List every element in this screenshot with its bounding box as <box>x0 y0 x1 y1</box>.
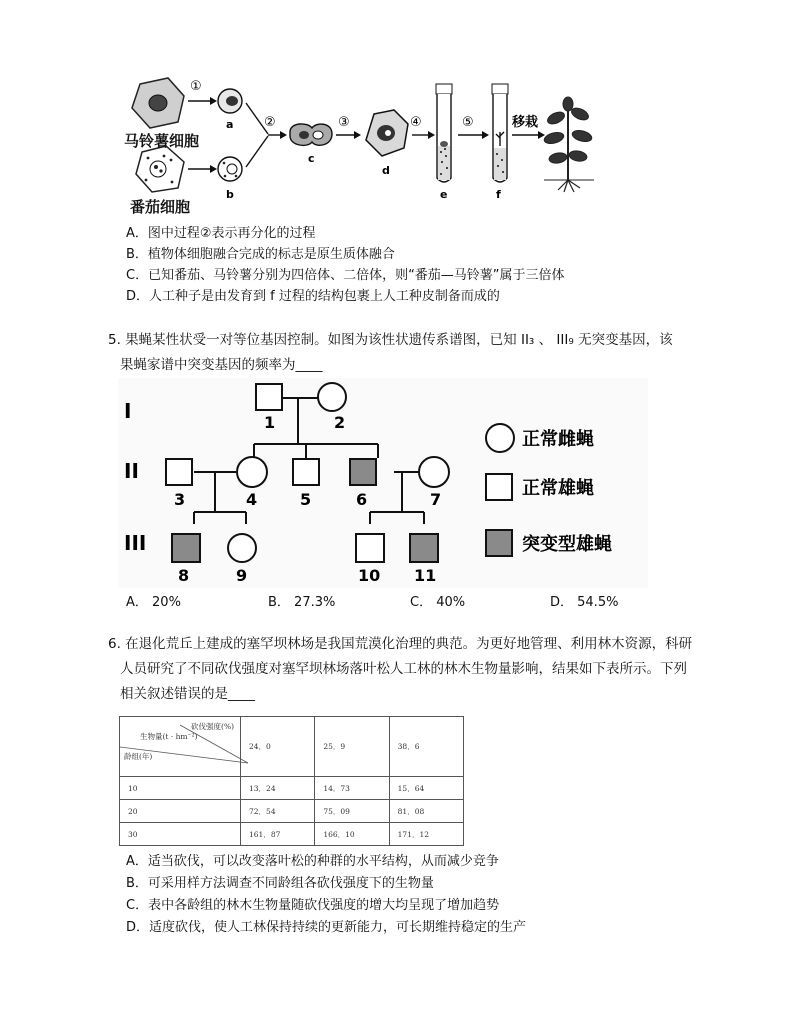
individual-4 <box>237 457 267 487</box>
q6-option-a: A．适当砍伐，可以改变落叶松的种群的水平结构，从而减少竞争 <box>126 854 499 869</box>
q5-option-d: D． 54.5% <box>550 595 619 610</box>
label-c: c <box>308 152 315 165</box>
individual-10 <box>356 534 384 562</box>
generation-III: III <box>124 531 147 555</box>
q4-option-d: D．人工种子是由发育到 f 过程的结构包裹上人工种皮制备而成的 <box>126 289 500 304</box>
q6-option-d: D．适度砍伐，使人工林保持持续的更新能力，可长期维持稳定的生产 <box>126 920 527 935</box>
header-cutting-intensity: 砍伐强度(%) <box>191 722 234 731</box>
step3-label: ③ <box>338 115 350 130</box>
q5-option-c: C． 40% <box>410 595 466 610</box>
generation-I: I <box>124 399 132 423</box>
svg-text:9: 9 <box>236 566 248 585</box>
svg-text:7: 7 <box>430 490 442 509</box>
q5-stem-line2: 果蝇家谱中突变基因的频率为____ <box>120 357 323 373</box>
label-d: d <box>382 164 390 177</box>
individual-1 <box>256 384 282 410</box>
q6-stem-line3: 相关叙述错误的是____ <box>120 686 255 702</box>
legend-female-symbol <box>486 424 514 452</box>
individual-7 <box>419 457 449 487</box>
individual-2 <box>318 383 346 411</box>
svg-text:2: 2 <box>334 413 346 432</box>
q6-stem-line1: 6. 在退化荒丘上建成的塞罕坝林场是我国荒漠化治理的典范。为更好地管理、利用林木资源，科研 <box>108 636 693 652</box>
svg-text:11: 11 <box>414 566 437 585</box>
q6-option-b: B．可采用样方法调查不同龄组各砍伐强度下的生物量 <box>126 876 434 891</box>
legend-normal-female: 正常雌蝇 <box>522 429 594 450</box>
col-header: 25．9 <box>315 717 389 777</box>
individual-6 <box>350 459 376 485</box>
label-f: f <box>496 188 501 201</box>
legend-mutant-symbol <box>486 530 512 556</box>
label-a: a <box>226 118 234 131</box>
generation-II: II <box>124 459 139 483</box>
svg-text:10: 10 <box>358 566 381 585</box>
table-row: 20 72．54 75．09 81．08 <box>120 800 464 823</box>
q5-stem-line1: 5. 果蝇某性状受一对等位基因控制。如图为该性状遗传系谱图，已知 II₃ 、 III₉ 无突变基因，该 <box>108 332 673 348</box>
header-biomass: 生物量(t · hm⁻²) <box>140 732 198 741</box>
svg-text:1: 1 <box>264 413 276 432</box>
transplant-label: 移栽 <box>512 115 539 130</box>
legend-mutant-male: 突变型雄蝇 <box>522 534 612 555</box>
header-age-group: 龄组(年) <box>124 752 153 761</box>
individual-5 <box>293 459 319 485</box>
q5-option-a: A． 20% <box>126 595 181 610</box>
col-header: 24．0 <box>241 717 315 777</box>
step4-label: ④ <box>410 115 422 130</box>
test-tube-e <box>436 84 452 182</box>
table-row: 10 13．24 14．73 15．64 <box>120 777 464 800</box>
potato-nucleus <box>149 95 167 111</box>
q4-option-a: A．图中过程②表示再分化的过程 <box>126 226 316 241</box>
q5-option-b: B． 27.3% <box>268 595 336 610</box>
svg-text:3: 3 <box>174 490 186 509</box>
individual-8 <box>172 534 200 562</box>
svg-text:4: 4 <box>246 490 258 509</box>
step1-label: ① <box>190 79 202 94</box>
pedigree-chart <box>118 378 648 588</box>
table-header-diagonal <box>120 717 241 777</box>
label-e: e <box>440 188 448 201</box>
table-row: 30 161．87 166．10 171．12 <box>120 823 464 846</box>
svg-text:8: 8 <box>178 566 190 585</box>
svg-text:5: 5 <box>300 490 312 509</box>
tomato-cell-label: 番茄细胞 <box>130 198 191 216</box>
col-header: 38．6 <box>389 717 463 777</box>
label-b: b <box>226 188 234 201</box>
legend-normal-male: 正常雄蝇 <box>522 478 594 499</box>
legend-male-symbol <box>486 474 512 500</box>
potato-tomato-plant <box>543 97 594 192</box>
potato-cell-label: 马铃薯细胞 <box>124 132 200 150</box>
individual-9 <box>228 534 256 562</box>
test-tube-f <box>492 84 508 182</box>
q6-option-c: C．表中各龄组的林木生物量随砍伐强度的增大均呈现了增加趋势 <box>126 898 500 913</box>
step2-label: ② <box>264 115 276 130</box>
svg-text:6: 6 <box>356 490 368 509</box>
q4-option-c: C．已知番茄、马铃薯分别为四倍体、二倍体，则“番茄—马铃薯”属于三倍体 <box>126 268 565 283</box>
individual-3 <box>166 459 192 485</box>
q4-option-b: B．植物体细胞融合完成的标志是原生质体融合 <box>126 247 395 262</box>
step5-label: ⑤ <box>462 115 474 130</box>
individual-11 <box>410 534 438 562</box>
biomass-table <box>119 716 464 846</box>
fused-cell-c <box>290 124 332 145</box>
q6-stem-line2: 人员研究了不同砍伐强度对塞罕坝林场落叶松人工林的林木生物量影响，结果如下表所示。下列 <box>120 661 687 677</box>
